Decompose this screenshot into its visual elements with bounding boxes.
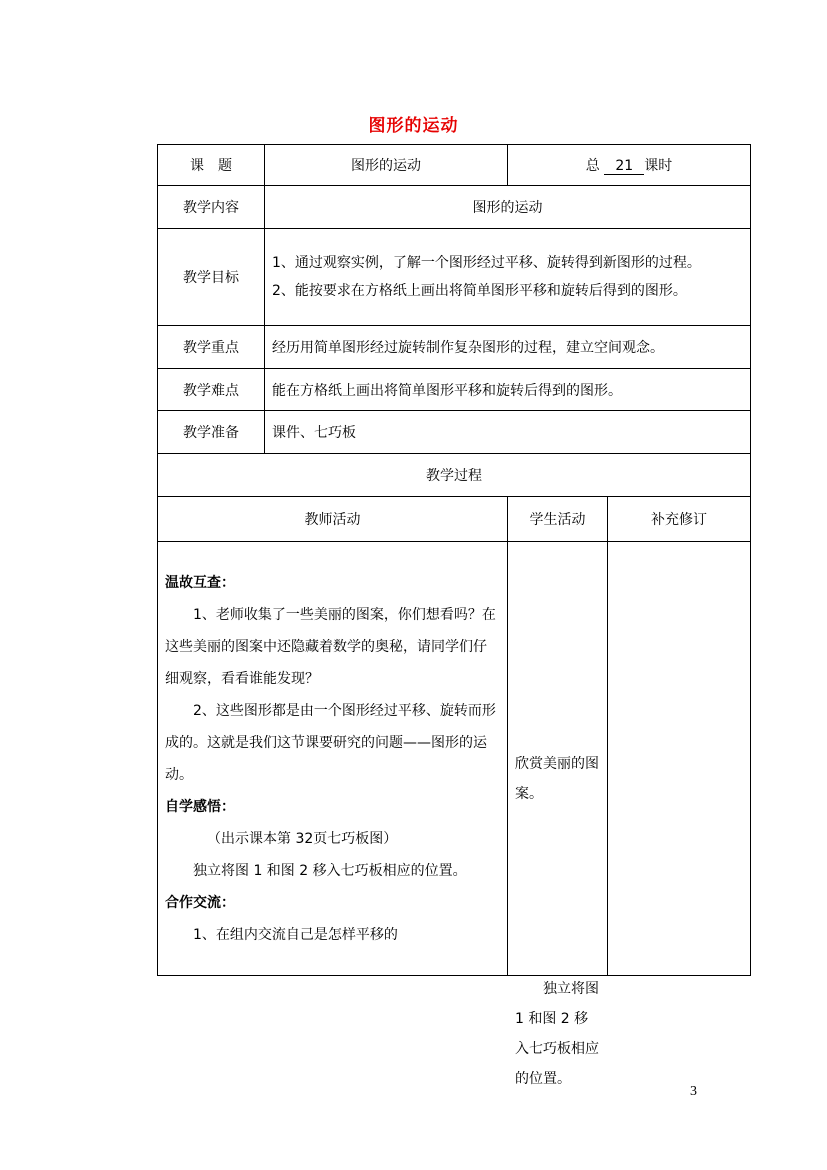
- goal-item: 2、能按要求在方格纸上画出将简单图形平移和旋转后得到的图形。: [272, 283, 687, 299]
- student-activity-item: 独立将图 1 和图 2 移入七巧板相应的位置。: [515, 980, 599, 1087]
- self-study-paragraph: （出示课本第 32页七巧板图）: [207, 830, 398, 847]
- process-heading: 教学过程: [158, 454, 751, 497]
- total-suffix: 课时: [644, 158, 673, 174]
- key-point-label: 教学重点: [158, 326, 265, 369]
- row-key-point: [158, 326, 751, 369]
- total-value: 21: [604, 158, 644, 175]
- row-process-body: [158, 542, 751, 976]
- row-difficulty: [158, 369, 751, 411]
- page-number: 3: [690, 1084, 697, 1099]
- row-topic: [158, 145, 751, 186]
- col-student-header: 学生活动: [508, 497, 608, 542]
- self-study-paragraph: 独立将图 1 和图 2 移入七巧板相应的位置。: [193, 862, 467, 879]
- goals-value: [265, 229, 751, 326]
- cooperation-paragraph: 1、在组内交流自己是怎样平移的: [193, 926, 398, 943]
- cooperation-title: 合作交流：: [165, 894, 235, 911]
- content-value: 图形的运动: [265, 186, 751, 229]
- prep-label: 教学准备: [158, 411, 265, 454]
- content-label: 教学内容: [158, 186, 265, 229]
- review-paragraph: 1、老师收集了一些美丽的图案，你们想看吗？在这些美丽的图案中还隐藏着数学的奥秘，请同学们仔细观察，看看谁能发现？: [165, 606, 496, 687]
- topic-label: 课 题: [158, 145, 265, 186]
- lesson-plan-table: [157, 144, 751, 1087]
- document-title: 图形的运动: [368, 116, 459, 136]
- total-lessons: [508, 145, 751, 186]
- row-process-columns: [158, 497, 751, 542]
- difficulty-label: 教学难点: [158, 369, 265, 411]
- row-process-heading: [158, 454, 751, 497]
- self-study-title: 自学感悟：: [165, 798, 235, 815]
- col-notes-header: 补充修订: [608, 497, 751, 542]
- goal-item: 1、通过观察实例，了解一个图形经过平移、旋转得到新图形的过程。: [272, 255, 701, 271]
- total-prefix: 总: [585, 158, 600, 174]
- prep-value: 课件、七巧板: [265, 411, 751, 454]
- row-content: [158, 186, 751, 229]
- student-activity-item: 欣赏美丽的图案。: [515, 755, 599, 802]
- review-title: 温故互查：: [165, 574, 235, 591]
- notes-cell: [608, 542, 751, 976]
- teacher-activity: [158, 542, 508, 976]
- student-activity: [508, 542, 608, 1087]
- topic-value: 图形的运动: [265, 145, 508, 186]
- difficulty-value: 能在方格纸上画出将简单图形平移和旋转后得到的图形。: [265, 369, 751, 411]
- key-point-value: 经历用简单图形经过旋转制作复杂图形的过程，建立空间观念。: [265, 326, 751, 369]
- goals-label: 教学目标: [158, 229, 265, 326]
- col-teacher-header: 教师活动: [158, 497, 508, 542]
- review-paragraph: 2、这些图形都是由一个图形经过平移、旋转而形成的。这就是我们这节课要研究的问题——图形的运动。: [165, 702, 496, 783]
- row-prep: [158, 411, 751, 454]
- row-goals: [158, 229, 751, 326]
